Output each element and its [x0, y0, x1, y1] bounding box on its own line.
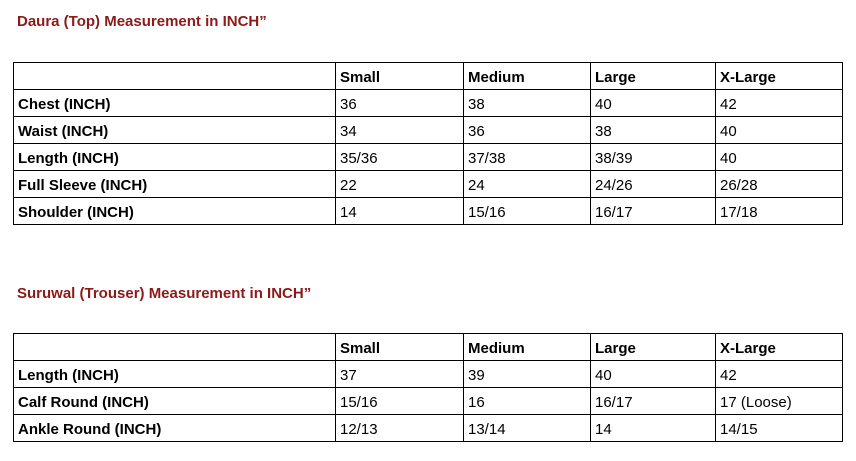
table-header-row: [14, 334, 843, 361]
row-label-full-sleeve: Full Sleeve (INCH): [14, 171, 336, 198]
table-cell: 14/15: [716, 415, 843, 442]
header-cell-small: Small: [336, 334, 464, 361]
header-cell-empty: [14, 334, 336, 361]
table-cell: 42: [716, 361, 843, 388]
table-cell: 17/18: [716, 198, 843, 225]
suruwal-section-title: Suruwal (Trouser) Measurement in INCH”: [17, 285, 312, 302]
table-cell: 16/17: [591, 388, 716, 415]
header-cell-x-large: X-Large: [716, 63, 843, 90]
header-cell-large: Large: [591, 63, 716, 90]
table-cell: 40: [591, 361, 716, 388]
table-row: [14, 90, 843, 117]
table-row: [14, 144, 843, 171]
table-cell: 38/39: [591, 144, 716, 171]
table-cell: 35/36: [336, 144, 464, 171]
row-label-chest: Chest (INCH): [14, 90, 336, 117]
daura-section-title: Daura (Top) Measurement in INCH”: [17, 13, 267, 30]
row-label-length: Length (INCH): [14, 361, 336, 388]
table-row: [14, 361, 843, 388]
table-cell: 14: [591, 415, 716, 442]
header-cell-small: Small: [336, 63, 464, 90]
table-row: [14, 388, 843, 415]
header-cell-medium: Medium: [464, 334, 591, 361]
table-cell: 17 (Loose): [716, 388, 843, 415]
row-label-shoulder: Shoulder (INCH): [14, 198, 336, 225]
table-cell: 26/28: [716, 171, 843, 198]
table-cell: 36: [336, 90, 464, 117]
table-cell: 38: [591, 117, 716, 144]
table-cell: 42: [716, 90, 843, 117]
table-row: [14, 415, 843, 442]
row-label-waist: Waist (INCH): [14, 117, 336, 144]
header-cell-large: Large: [591, 334, 716, 361]
table-cell: 12/13: [336, 415, 464, 442]
table-cell: 15/16: [464, 198, 591, 225]
row-label-ankle-round: Ankle Round (INCH): [14, 415, 336, 442]
row-label-length: Length (INCH): [14, 144, 336, 171]
daura-size-table: [13, 62, 843, 225]
table-cell: 13/14: [464, 415, 591, 442]
table-cell: 39: [464, 361, 591, 388]
table-cell: 40: [591, 90, 716, 117]
table-cell: 16: [464, 388, 591, 415]
table-header-row: [14, 63, 843, 90]
table-cell: 36: [464, 117, 591, 144]
table-row: [14, 171, 843, 198]
table-row: [14, 198, 843, 225]
header-cell-medium: Medium: [464, 63, 591, 90]
table-cell: 40: [716, 144, 843, 171]
table-row: [14, 117, 843, 144]
table-cell: 40: [716, 117, 843, 144]
table-cell: 24/26: [591, 171, 716, 198]
header-cell-x-large: X-Large: [716, 334, 843, 361]
row-label-calf-round: Calf Round (INCH): [14, 388, 336, 415]
table-cell: 15/16: [336, 388, 464, 415]
header-cell-empty: [14, 63, 336, 90]
table-cell: 34: [336, 117, 464, 144]
table-cell: 37/38: [464, 144, 591, 171]
suruwal-size-table: [13, 333, 843, 442]
table-cell: 37: [336, 361, 464, 388]
table-cell: 38: [464, 90, 591, 117]
table-cell: 24: [464, 171, 591, 198]
table-cell: 16/17: [591, 198, 716, 225]
table-cell: 22: [336, 171, 464, 198]
table-cell: 14: [336, 198, 464, 225]
